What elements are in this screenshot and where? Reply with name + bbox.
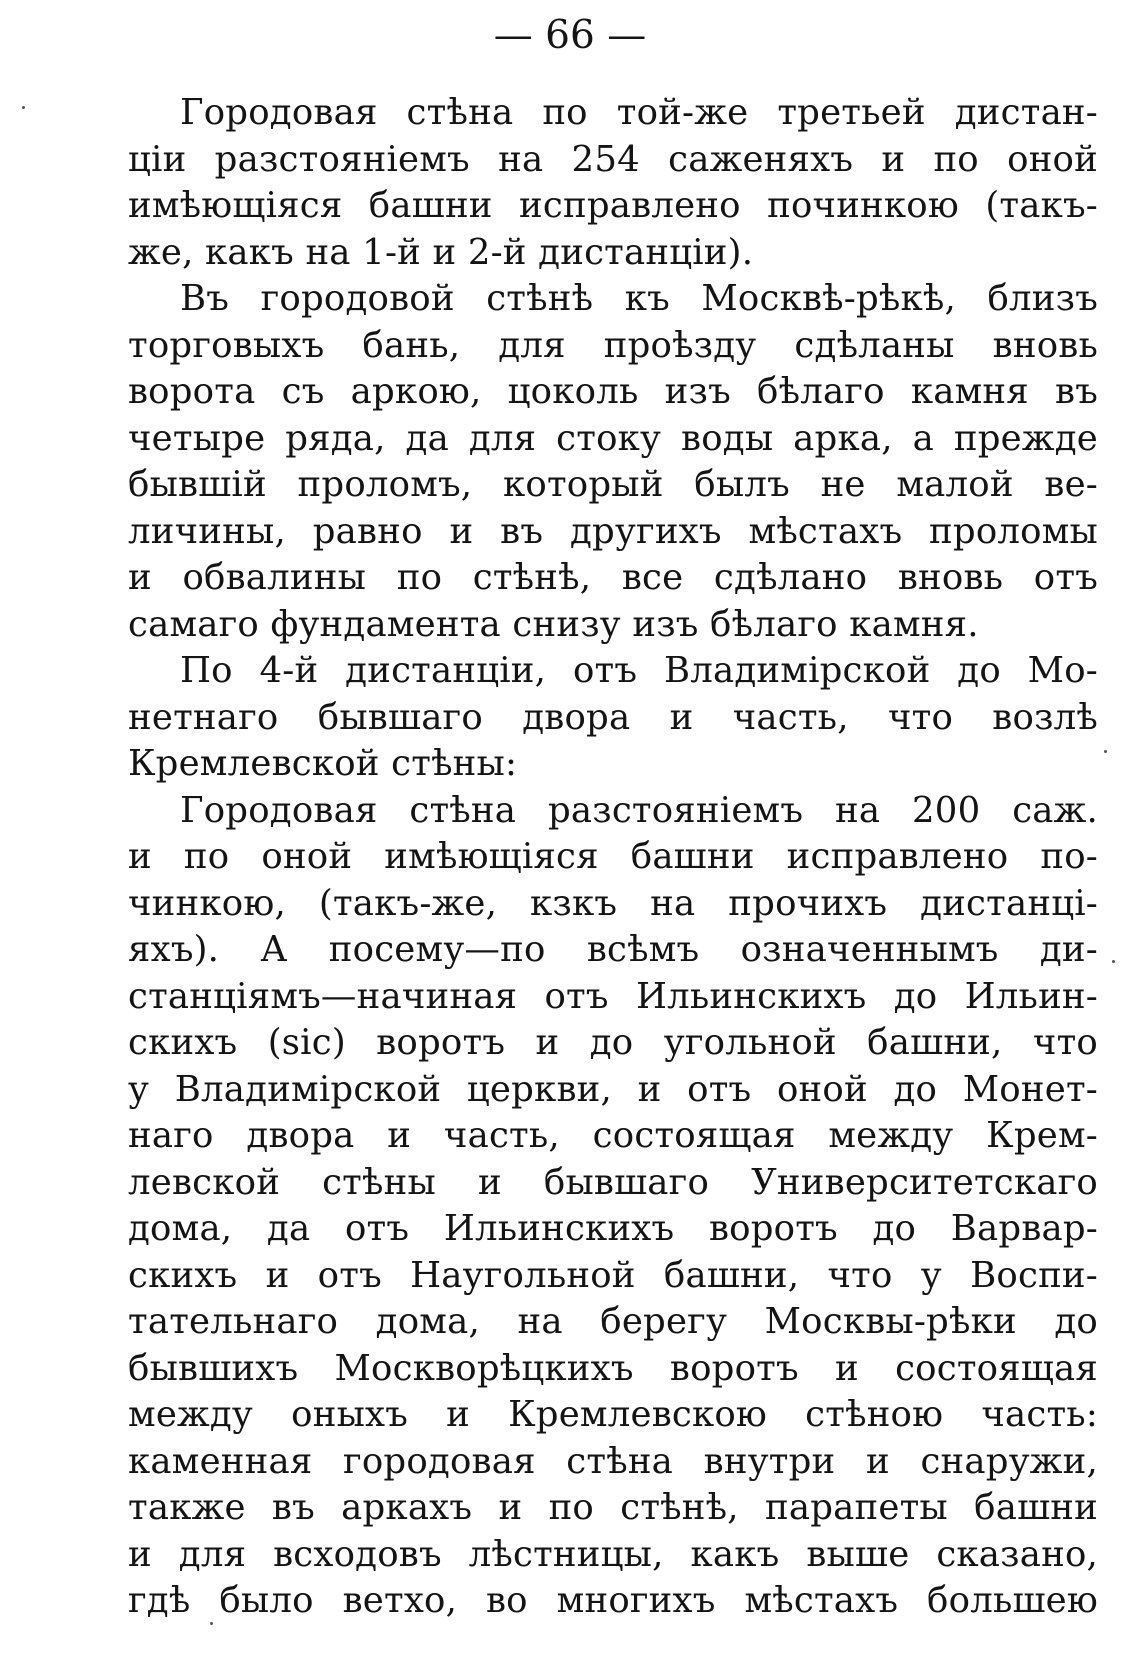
text-line: бывшій проломъ, который былъ не малой ве- <box>128 464 1098 505</box>
text-line: ворота съ аркою, цоколь изъ бѣлаго камня въ <box>128 371 1098 412</box>
text-line: Кремлевской стѣны: <box>128 743 518 784</box>
text-line: Городовая стѣна разстояніемъ на 200 саж. <box>180 789 1098 831</box>
print-speck <box>210 1622 213 1625</box>
text-line: и по оной имѣющіяся башни исправлено по- <box>128 836 1098 877</box>
text-line: самаго фундамента снизу изъ бѣлаго камня. <box>128 603 979 645</box>
body-text <box>128 90 1098 1625</box>
text-line: каменная городовая стѣна внутри и снаружи, <box>128 1440 1098 1482</box>
text-line: имѣющіяся башни исправлено починкою (такъ- <box>128 185 1098 226</box>
text-line: и для всходовъ лѣстницы, какъ выше сказано, <box>128 1533 1098 1575</box>
text-line: между оныхъ и Кремлевскою стѣною часть: <box>128 1394 1098 1435</box>
text-line: тательнаго дома, на берегу Москвы-рѣки до <box>128 1301 1098 1342</box>
text-line: Городовая стѣна по той-же третьей дистан- <box>180 92 1098 133</box>
text-line: личины, равно и въ другихъ мѣстахъ проломы <box>128 510 1098 552</box>
text-line: скихъ и отъ Наугольной башни, что у Воспи- <box>128 1254 1098 1296</box>
text-line: же, какъ на 1-й и 2-й дистанціи). <box>128 231 754 273</box>
text-line: нетнаго бывшаго двора и часть, что возлѣ <box>128 696 1098 738</box>
text-line: ціи разстояніемъ на 254 саженяхъ и по оной <box>128 138 1098 180</box>
text-line: скихъ (sic) воротъ и до угольной башни, что <box>128 1022 1098 1063</box>
text-line: дома, да отъ Ильинскихъ воротъ до Варвар- <box>128 1208 1098 1249</box>
print-speck <box>1104 750 1107 753</box>
text-line: торговыхъ бань, для проѣзду сдѣланы вновь <box>128 324 1098 366</box>
text-line: По 4-й дистанціи, отъ Владимірской до Мо- <box>180 650 1098 691</box>
text-line: левской стѣны и бывшаго Университетскаго <box>128 1161 1098 1203</box>
text-line: и обвалины по стѣнѣ, все сдѣлано вновь отъ <box>128 557 1098 598</box>
text-line: яхъ). А посему—по всѣмъ означеннымъ ди- <box>128 929 1098 970</box>
text-line: бывшихъ Москворѣцкихъ воротъ и состоящая <box>128 1347 1098 1389</box>
text-line: станціямъ—начиная отъ Ильинскихъ до Ильин- <box>128 975 1098 1017</box>
text-line: у Владимірской церкви, и отъ оной до Монет- <box>128 1068 1098 1110</box>
text-line: наго двора и часть, состоящая между Крем- <box>128 1115 1098 1156</box>
text-line: гдѣ было ветхо, во многихъ мѣстахъ большею <box>128 1580 1098 1621</box>
text-line: Въ городовой стѣнѣ къ Москвѣ-рѣкѣ, близъ <box>180 278 1098 319</box>
text-line: также въ аркахъ и по стѣнѣ, парапеты башни <box>128 1487 1098 1528</box>
print-speck <box>1112 960 1115 963</box>
text-line: четыре ряда, да для стоку воды арка, а прежде <box>128 417 1098 459</box>
print-speck <box>22 106 25 109</box>
page-number: — 66 — <box>493 13 647 58</box>
text-line: чинкою, (такъ-же, кзкъ на прочихъ дистанці- <box>128 882 1098 924</box>
